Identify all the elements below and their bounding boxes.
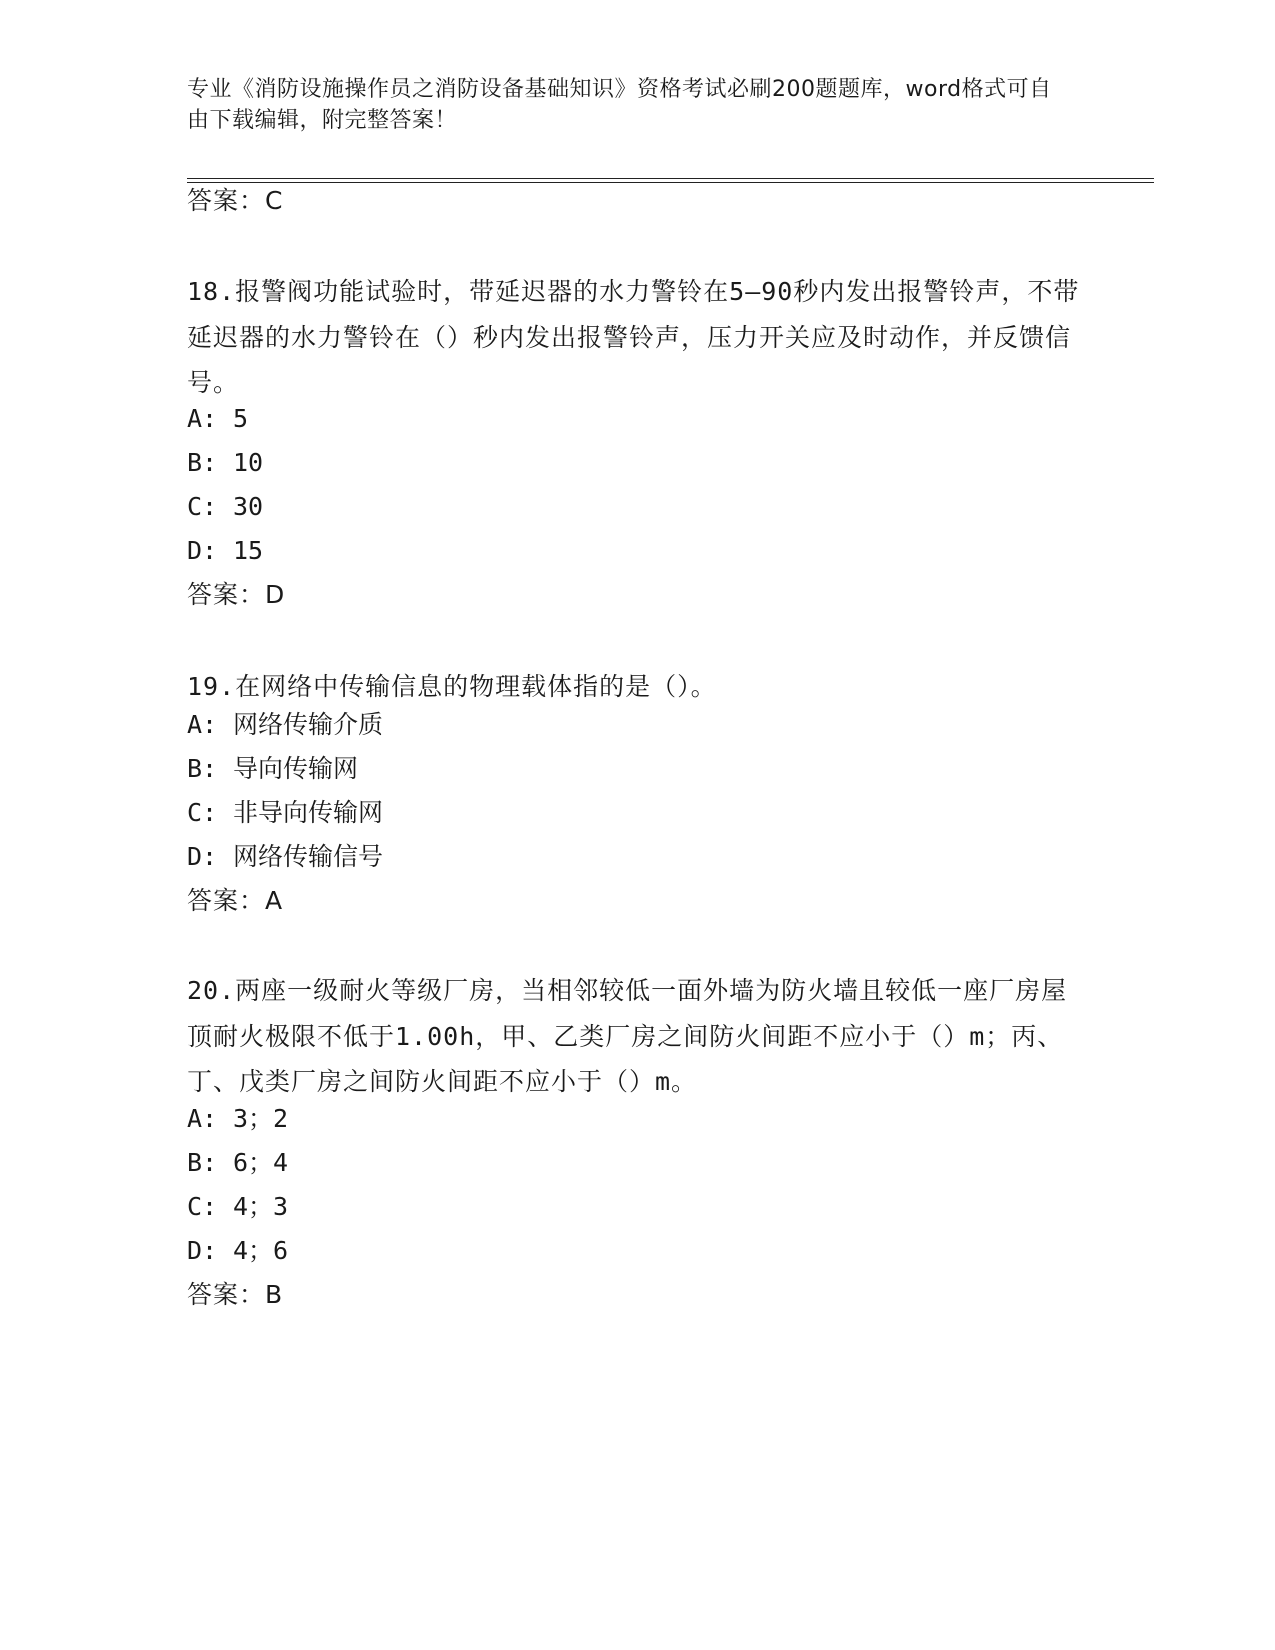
previous-answer: 答案：C — [187, 186, 284, 215]
question-20-option-d: D: 4；6 — [187, 1236, 289, 1265]
question-18-option-a: A: 5 — [187, 404, 249, 433]
question-20-stem: 20.两座一级耐火等级厂房，当相邻较低一面外墙为防火墙且较低一座厂房屋顶耐火极限不低于1.00h，甲、乙类厂房之间防火间距不应小于（）m；丙、丁、戊类厂房之间防火间距不应小于（）m。 — [187, 976, 1068, 1096]
question-18-answer: 答案：D — [187, 580, 286, 609]
question-19-option-b: B: 导向传输网 — [187, 754, 359, 783]
question-20-option-b: B: 6；4 — [187, 1148, 289, 1177]
question-18-stem: 18.报警阀功能试验时，带延迟器的水力警铃在5—90秒内发出报警铃声，不带延迟器的水力警铃在（）秒内发出报警铃声，压力开关应及时动作，并反馈信号。 — [187, 277, 1080, 397]
question-20-answer: 答案：B — [187, 1280, 284, 1309]
header-divider — [187, 178, 1154, 179]
question-20-option-a: A: 3；2 — [187, 1104, 289, 1133]
header-divider-double — [187, 182, 1154, 183]
question-19-option-c: C: 非导向传输网 — [187, 798, 384, 827]
question-19-option-a: A: 网络传输介质 — [187, 710, 384, 739]
question-18-option-c: C: 30 — [187, 492, 264, 521]
document-header: 专业《消防设施操作员之消防设备基础知识》资格考试必刷200题题库，word格式可自由下载编辑，附完整答案！ — [187, 77, 1052, 133]
question-20-option-c: C: 4；3 — [187, 1192, 289, 1221]
question-18-option-d: D: 15 — [187, 536, 264, 565]
question-18-option-b: B: 10 — [187, 448, 264, 477]
question-19-stem: 19.在网络中传输信息的物理载体指的是（）。 — [187, 672, 717, 701]
question-19-option-d: D: 网络传输信号 — [187, 842, 384, 871]
question-19-answer: 答案：A — [187, 886, 284, 915]
